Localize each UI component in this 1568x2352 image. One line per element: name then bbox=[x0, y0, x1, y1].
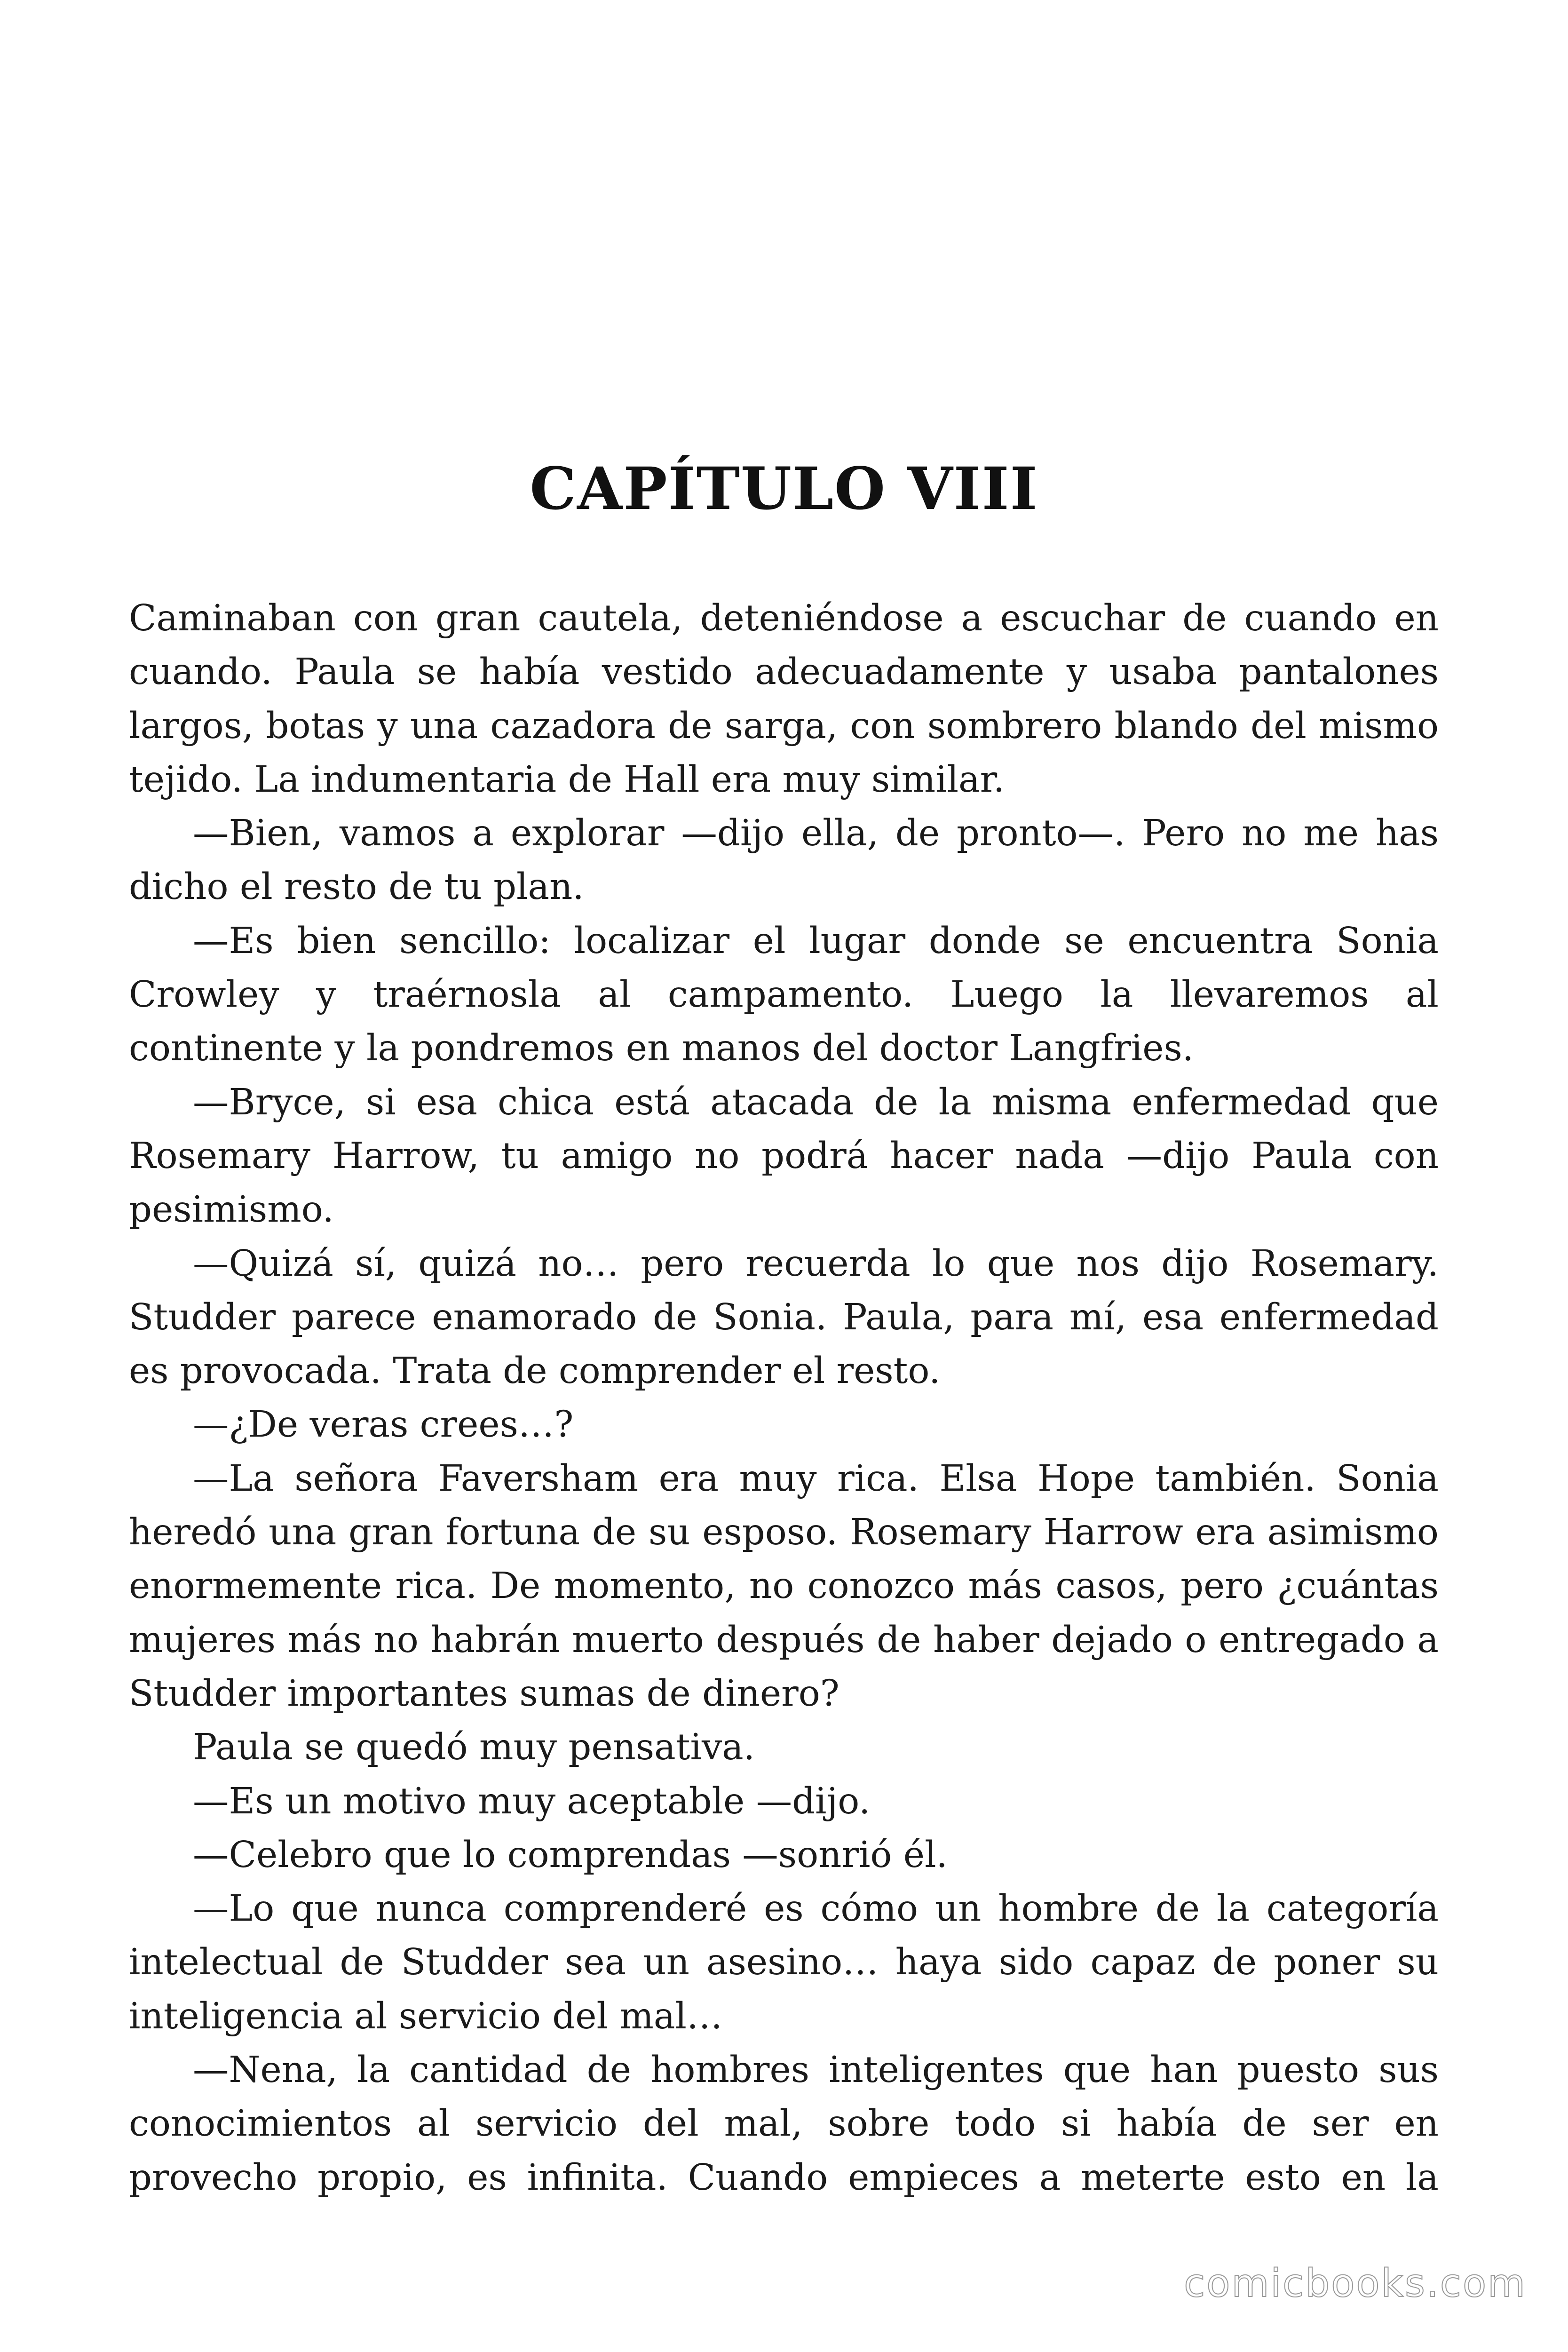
paragraph: —¿De veras crees…? bbox=[193, 1404, 574, 1446]
paragraph: Caminaban con gran cautela, deteniéndose a escuchar de cuando en cuando. Paula se había vestido adecuadamente y usaba pantalones largos, botas y una cazadora de sarga, con sombrero blando del mismo tejido. La indumentaria de Hall era muy similar. bbox=[129, 597, 1439, 801]
paragraph: —Quizá sí, quizá no… pero recuerda lo que nos dijo Rosemary. Studder parece enamorado de Sonia. Paula, para mí, esa enfermedad es provocada. Trata de comprender el resto. bbox=[129, 1242, 1439, 1392]
paragraph: —Es bien sencillo: localizar el lugar donde se encuentra Sonia Crowley y traérnosla al campamento. Luego la llevaremos al continente y la pondremos en manos del doctor Langfries. bbox=[129, 920, 1439, 1070]
paragraph: —Nena, la cantidad de hombres inteligentes que han puesto sus conocimientos al servicio del mal, sobre todo si había de ser en provecho propio, es infinita. Cuando empieces a meterte esto en la bbox=[129, 2049, 1439, 2199]
paragraph: —La señora Faversham era muy rica. Elsa Hope también. Sonia heredó una gran fortuna de su esposo. Rosemary Harrow era asimismo enormemente rica. De momento, no conozco más casos, pero ¿cuántas mujeres más no habrán muerto después de haber dejado o entregado a Studder importantes sumas de dinero? bbox=[129, 1457, 1439, 1715]
paragraph: Paula se quedó muy pensativa. bbox=[193, 1726, 755, 1769]
paragraph: —Bien, vamos a explorar —dijo ella, de pronto—. Pero no me has dicho el resto de tu plan. bbox=[129, 812, 1439, 908]
chapter-title: CAPÍTULO VIII bbox=[530, 455, 1038, 523]
chapter-body bbox=[129, 592, 1439, 2205]
paragraph: —Es un motivo muy aceptable —dijo. bbox=[193, 1780, 871, 1822]
paragraph: —Bryce, si esa chica está atacada de la misma enfermedad que Rosemary Harrow, tu amigo no podrá hacer nada —dijo Paula con pesimismo. bbox=[129, 1081, 1439, 1231]
paragraph: —Celebro que lo comprendas —sonrió él. bbox=[193, 1834, 948, 1876]
watermark: comicbooks.com bbox=[1184, 2261, 1527, 2306]
paragraph: —Lo que nunca comprenderé es cómo un hombre de la categoría intelectual de Studder sea un asesino… haya sido capaz de poner su inteligencia al servicio del mal… bbox=[129, 1888, 1439, 2037]
